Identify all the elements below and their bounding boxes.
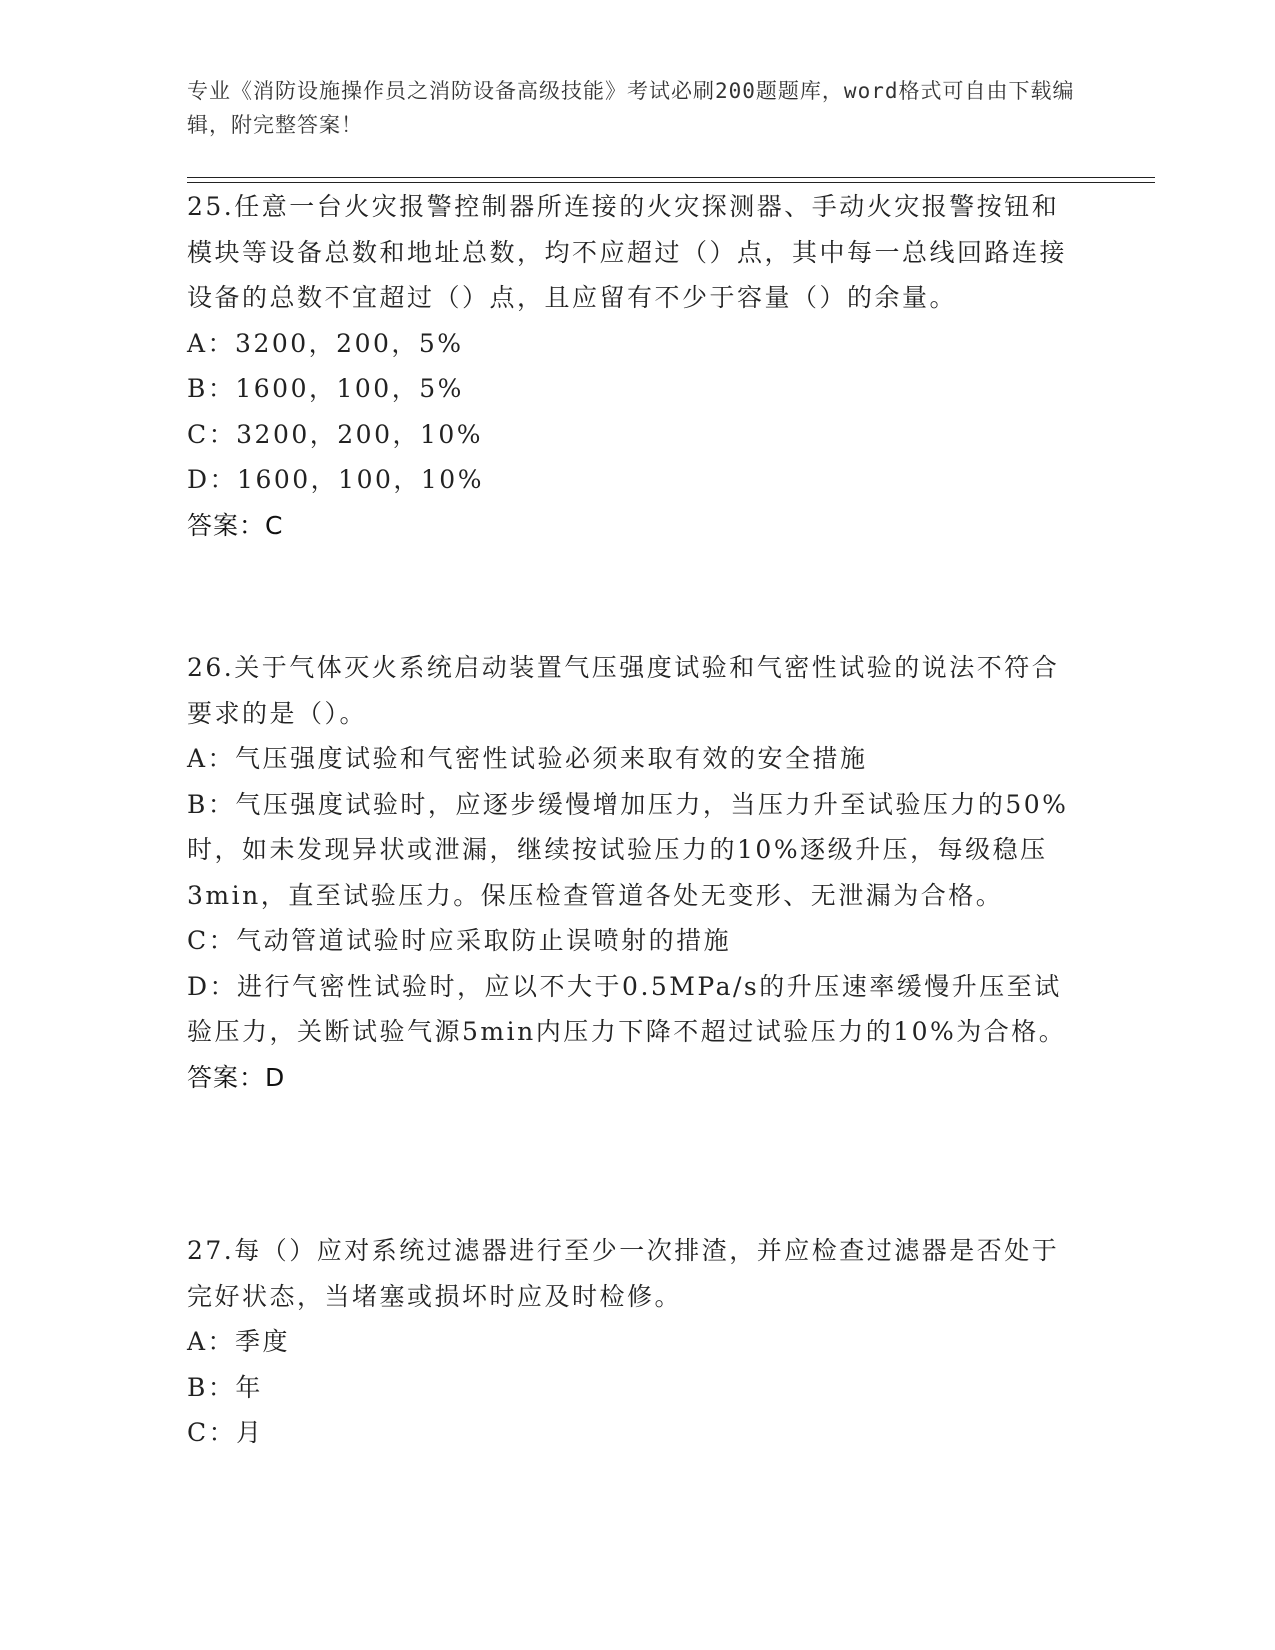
question-stem: 25.任意一台火灾报警控制器所连接的火灾探测器、手动火灾报警按钮和模块等设备总数和地址总数，均不应超过（）点，其中每一总线回路连接设备的总数不宜超过（）点，且应留有不少于容量（）的余量。 — [187, 192, 1068, 312]
question-stem: 26.关于气体灭火系统启动装置气压强度试验和气密性试验的说法不符合要求的是（）。 — [187, 653, 1060, 728]
option-c: C：月 — [187, 1418, 264, 1447]
option-c: C：3200，200，10% — [187, 419, 484, 449]
header-rule-bottom — [187, 182, 1155, 183]
option-a: A：季度 — [187, 1327, 291, 1356]
option-b: B：气压强度试验时，应逐步缓慢增加压力，当压力升至试验压力的50%时，如未发现异状或泄漏，继续按试验压力的10%逐级升压，每级稳压3min，直至试验压力。保压检查管道各处无变形、无泄漏为合格。 — [187, 789, 1069, 910]
option-c: C：气动管道试验时应采取防止误喷射的措施 — [187, 926, 732, 955]
question-stem: 27.每（）应对系统过滤器进行至少一次排渣，并应检查过滤器是否处于完好状态，当堵塞或损坏时应及时检修。 — [187, 1236, 1060, 1311]
option-d: D：1600，100，10% — [187, 465, 484, 494]
answer-label: 答案：C — [187, 510, 284, 540]
answer-label: 答案：D — [187, 1062, 286, 1092]
option-a: A：3200，200，5% — [187, 328, 464, 358]
option-a: A：气压强度试验和气密性试验必须来取有效的安全措施 — [187, 744, 868, 773]
question-27 — [187, 1228, 1077, 1456]
option-b: B：1600，100，5% — [187, 374, 464, 403]
header-title: 专业《消防设施操作员之消防设备高级技能》考试必刷200题题库，word格式可自由下载编辑，附完整答案！ — [187, 79, 1075, 137]
question-25 — [187, 184, 1077, 548]
option-d: D：进行气密性试验时，应以不大于0.5MPa/s的升压速率缓慢升压至试验压力，关断试验气源5min内压力下降不超过试验压力的10%为合格。 — [187, 971, 1067, 1046]
question-26 — [187, 645, 1077, 1100]
document-header — [187, 74, 1077, 142]
header-rule-top — [187, 177, 1155, 178]
option-b: B：年 — [187, 1372, 263, 1402]
